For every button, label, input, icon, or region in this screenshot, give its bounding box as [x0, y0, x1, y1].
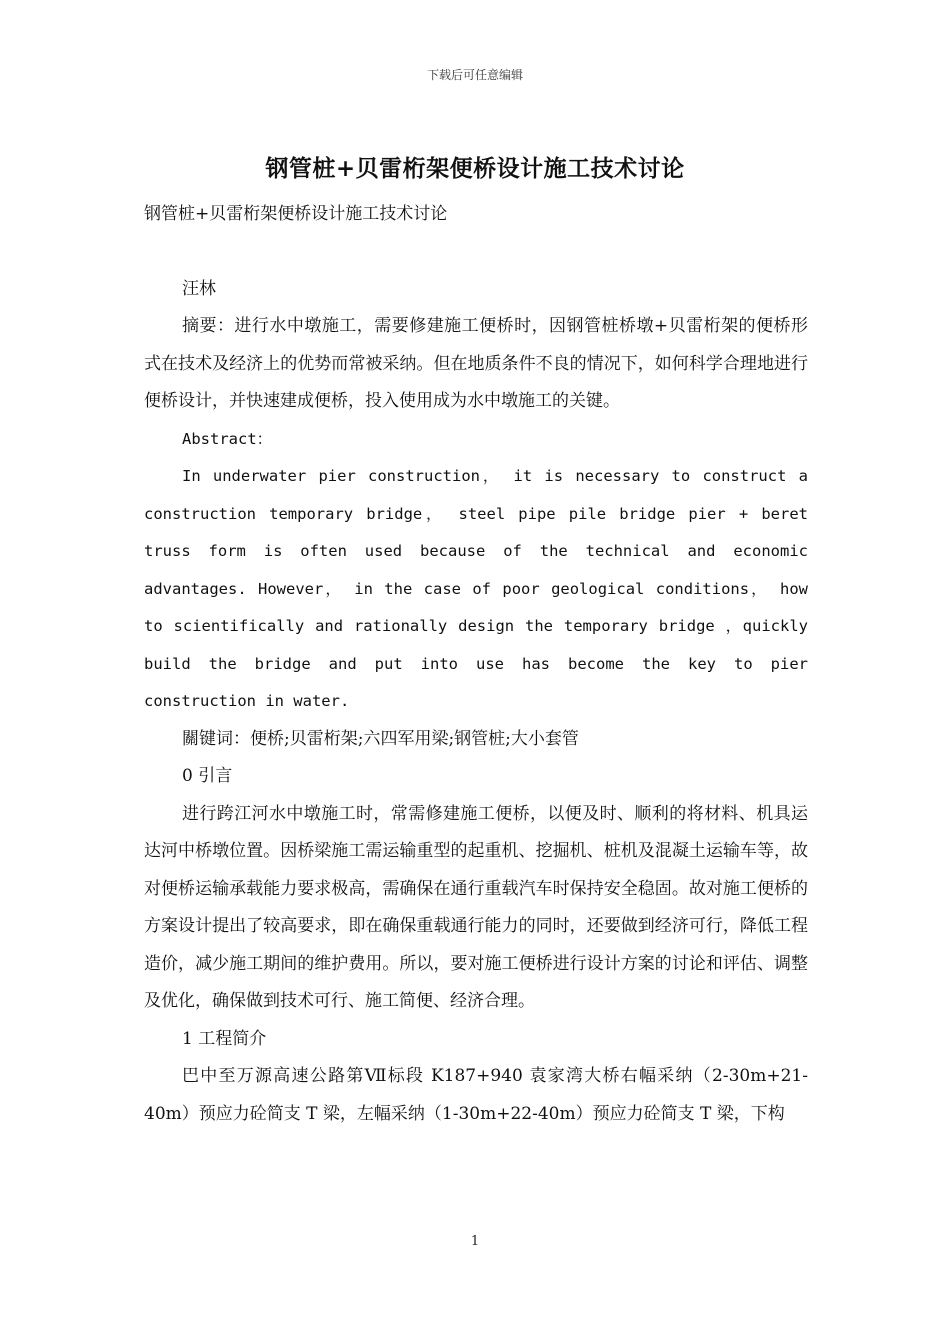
- abstract-cn: 摘要：进行水中墩施工，需要修建施工便桥时，因钢管桩桥墩+贝雷桁架的便桥形式在技术及经济上的优势而常被采纳。但在地质条件不良的情况下，如何科学合理地进行便桥设计，并快速建成便桥，投入使用成为水中墩施工的关键。: [144, 316, 808, 411]
- abstract-en: In underwater pier construction， it is necessary to construct a construction temporary bridge， steel pipe pile bridge pier + beret truss form is often used because of the technical and economic advantages. However， in the case of poor geological conditions， how to scientifically and rationally design the temporary bridge ，quickly build the bridge and put into use has become the key to pier construction in water.: [144, 467, 808, 710]
- section-1-paragraph: 巴中至万源高速公路第Ⅶ标段 K187+940 袁家湾大桥右幅采纳（2-30m+21-40m）预应力砼简支 T 梁，左幅采纳（1-30m+22-40m）预应力砼简支 T 梁，下构: [144, 1066, 808, 1124]
- abstract-label: Abstract：: [182, 429, 273, 448]
- header-note: 下载后可任意编辑: [426, 68, 523, 82]
- section-0-heading: 0 引言: [182, 766, 233, 786]
- document-body: [144, 196, 808, 1133]
- document-title: 钢管桩+贝雷桁架便桥设计施工技术讨论: [265, 155, 685, 182]
- section-1-heading: 1 工程简介: [182, 1028, 267, 1049]
- keywords: 關键词：便桥;贝雷桁架;六四军用梁;钢管桩;大小套管: [182, 728, 579, 749]
- section-0-paragraph: 进行跨江河水中墩施工时，常需修建施工便桥，以便及时、顺利的将材料、机具运达河中桥墩位置。因桥梁施工需运输重型的起重机、挖掘机、桩机及混凝土运输车等，故对便桥运输承载能力要求极高，需确保在通行重载汽车时保持安全稳固。故对施工便桥的方案设计提出了较高要求，即在确保重载通行能力的同时，还要做到经济可行，降低工程造价，减少施工期间的维护费用。所以，要对施工便桥进行设计方案的讨论和评估、调整及优化，确保做到技术可行、施工简便、经济合理。: [144, 803, 808, 1011]
- page-number: 1: [470, 1234, 480, 1249]
- document-subtitle: 钢管桩+贝雷桁架便桥设计施工技术讨论: [144, 204, 448, 224]
- author-name: 汪林: [182, 278, 216, 299]
